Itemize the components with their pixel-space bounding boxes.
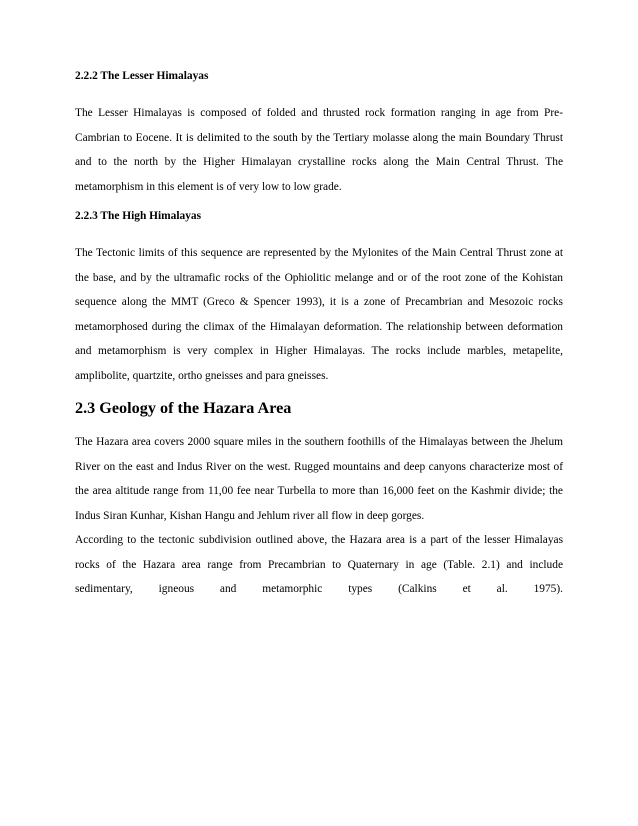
section-heading: 2.3 Geology of the Hazara Area <box>75 399 292 417</box>
document-page <box>75 68 563 611</box>
paragraph: The Tectonic limits of this sequence are represented by the Mylonites of the Main Central Thrust zone at the base, and by the ultramafic rocks of the Ophiolitic melange and or of the root zone of the Kohistan sequence along the MMT (Greco & Spencer 1993), it is a zone of Precambrian and Mesozoic rocks metamorphosed during the climax of the Himalayan deformation. The relationship between deformation and metamorphism is very complex in Higher Himalayas. The rocks include marbles, metapelite, amplibolite, quartzite, ortho gneisses and para gneisses. <box>75 247 563 382</box>
paragraph: The Hazara area covers 2000 square miles in the southern foothills of the Himalayas between the Jhelum River on the east and Indus River on the west. Rugged mountains and deep canyons characterize most of the area altitude range from 11,00 fee near Turbella to more than 16,000 feet on the Kashmir divide; the Indus Siran Kunhar, Kishan Hangu and Jehlum river all flow in deep gorges. <box>75 436 563 522</box>
section-high-himalayas <box>75 208 563 388</box>
section-geology-hazara <box>75 397 563 602</box>
paragraph: According to the tectonic subdivision outlined above, the Hazara area is a part of the lesser Himalayas rocks of the Hazara area range from Precambrian to Quaternary in age (Table. 2.1) and include sedimentary, igneous and metamorphic types (Calkins et al. 1975). <box>75 534 563 595</box>
paragraph: The Lesser Himalayas is composed of folded and thrusted rock formation ranging in age from Pre-Cambrian to Eocene. It is delimited to the south by the Tertiary molasse along the main Boundary Thrust and to the north by the Higher Himalayan crystalline rocks along the Main Central Thrust. The metamorphism in this element is of very low to low grade. <box>75 107 563 193</box>
section-lesser-himalayas <box>75 68 563 199</box>
subsection-heading: 2.2.2 The Lesser Himalayas <box>75 70 209 82</box>
subsection-heading: 2.2.3 The High Himalayas <box>75 210 202 222</box>
